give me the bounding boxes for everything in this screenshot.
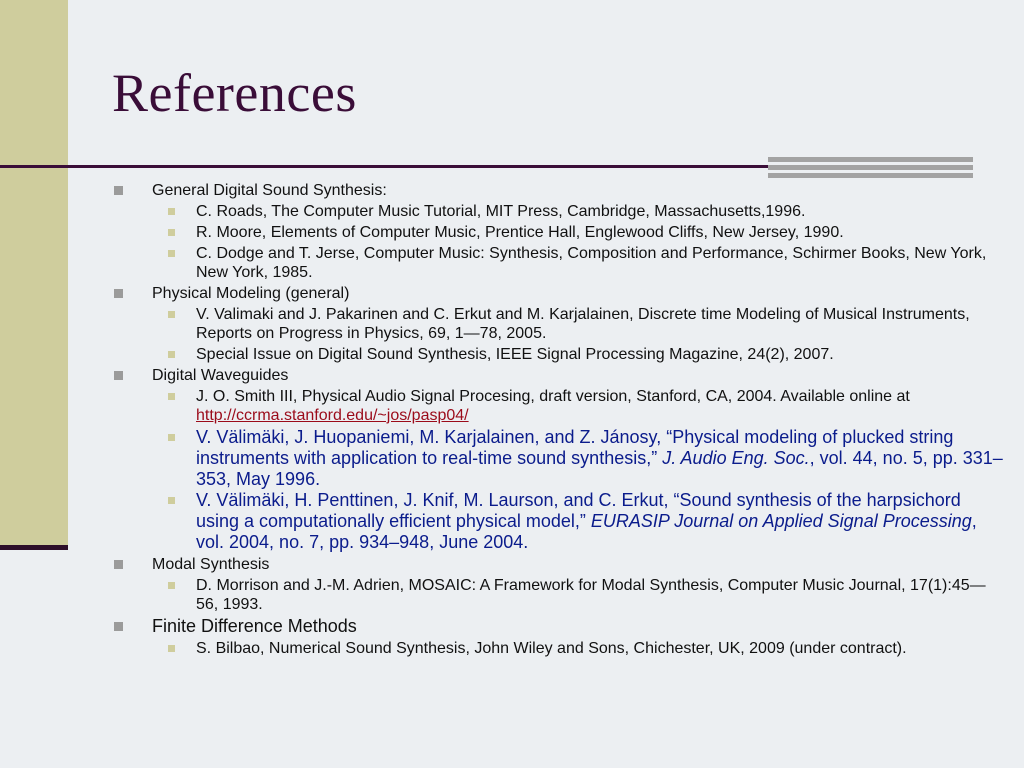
section-physical-modeling bbox=[114, 284, 1004, 364]
section-general-synthesis bbox=[114, 181, 1004, 282]
left-bar-edge bbox=[0, 545, 68, 550]
section-heading bbox=[114, 366, 1004, 385]
left-decorative-bar bbox=[0, 0, 68, 545]
section-heading-text: General Digital Sound Synthesis: bbox=[152, 182, 387, 199]
reference-item bbox=[114, 387, 1004, 425]
square-bullet-icon bbox=[168, 351, 175, 358]
accent-bars bbox=[768, 157, 973, 181]
reference-text: V. Välimäki, H. Penttinen, J. Knif, M. Laurson, and C. Erkut, “Sound synthesis of the harpsichord using a computationally efficient physical model,” bbox=[196, 490, 961, 531]
accent-bar bbox=[768, 157, 973, 162]
reference-text: R. Moore, Elements of Computer Music, Prentice Hall, Englewood Cliffs, New Jersey, 1990. bbox=[196, 224, 844, 241]
square-bullet-icon bbox=[168, 582, 175, 589]
section-heading-text: Digital Waveguides bbox=[152, 367, 289, 384]
accent-bar bbox=[768, 173, 973, 178]
reference-item bbox=[114, 427, 1004, 490]
square-bullet-icon bbox=[168, 229, 175, 236]
reference-text: Special Issue on Digital Sound Synthesis, IEEE Signal Processing Magazine, 24(2), 2007. bbox=[196, 346, 834, 363]
reference-item bbox=[114, 244, 1004, 282]
square-bullet-icon bbox=[168, 208, 175, 215]
journal-name: J. Audio Eng. Soc. bbox=[662, 448, 810, 468]
section-finite-difference bbox=[114, 616, 1004, 658]
square-bullet-icon bbox=[168, 645, 175, 652]
square-bullet-icon bbox=[168, 311, 175, 318]
square-bullet-icon bbox=[114, 186, 123, 195]
square-bullet-icon bbox=[114, 289, 123, 298]
section-heading-text: Physical Modeling (general) bbox=[152, 285, 350, 302]
section-heading bbox=[114, 616, 1004, 637]
section-heading bbox=[114, 555, 1004, 574]
reference-item bbox=[114, 639, 1004, 658]
reference-item bbox=[114, 305, 1004, 343]
section-heading-text: Modal Synthesis bbox=[152, 556, 270, 573]
reference-text: D. Morrison and J.-M. Adrien, MOSAIC: A Framework for Modal Synthesis, Computer Music Journal, 17(1):45—56, 1993. bbox=[196, 577, 986, 613]
reference-text: C. Dodge and T. Jerse, Computer Music: Synthesis, Composition and Performance, Schirmer Books, New York, New York, 1985. bbox=[196, 245, 987, 281]
square-bullet-icon bbox=[168, 393, 175, 400]
pasp-link[interactable]: http://ccrma.stanford.edu/~jos/pasp04/ bbox=[196, 407, 469, 424]
reference-text: C. Roads, The Computer Music Tutorial, MIT Press, Cambridge, Massachusetts,1996. bbox=[196, 203, 806, 220]
reference-text: , vol. 44, no. 5, pp. 331–353, May 1996. bbox=[196, 448, 1003, 489]
reference-item bbox=[114, 490, 1004, 553]
slide-title: References bbox=[112, 63, 357, 123]
square-bullet-icon bbox=[114, 622, 123, 631]
square-bullet-icon bbox=[114, 371, 123, 380]
accent-bar bbox=[768, 165, 973, 170]
square-bullet-icon bbox=[114, 560, 123, 569]
square-bullet-icon bbox=[168, 434, 175, 441]
reference-text: S. Bilbao, Numerical Sound Synthesis, John Wiley and Sons, Chichester, UK, 2009 (under contract). bbox=[196, 640, 907, 657]
section-heading bbox=[114, 284, 1004, 303]
references-list bbox=[114, 181, 1004, 660]
section-heading bbox=[114, 181, 1004, 200]
journal-name: EURASIP Journal on Applied Signal Processing bbox=[590, 511, 972, 531]
section-digital-waveguides bbox=[114, 366, 1004, 553]
reference-text: J. O. Smith III, Physical Audio Signal Procesing, draft version, Stanford, CA, 2004. Available online at bbox=[196, 388, 910, 405]
reference-text: V. Välimäki, J. Huopaniemi, M. Karjalainen, and Z. Jánosy, “Physical modeling of plucked string instruments with application to real-time sound synthesis,” bbox=[196, 427, 954, 468]
section-heading-text: Finite Difference Methods bbox=[152, 616, 357, 636]
reference-item bbox=[114, 223, 1004, 242]
reference-item bbox=[114, 345, 1004, 364]
reference-item bbox=[114, 202, 1004, 221]
reference-text: , vol. 2004, no. 7, pp. 934–948, June 2004. bbox=[196, 511, 977, 552]
reference-item bbox=[114, 576, 1004, 614]
square-bullet-icon bbox=[168, 497, 175, 504]
section-modal-synthesis bbox=[114, 555, 1004, 614]
reference-text: V. Valimaki and J. Pakarinen and C. Erkut and M. Karjalainen, Discrete time Modeling of Musical Instruments, Reports on Progress in Physics, 69, 1—78, 2005. bbox=[196, 306, 970, 342]
title-rule bbox=[0, 165, 850, 168]
square-bullet-icon bbox=[168, 250, 175, 257]
